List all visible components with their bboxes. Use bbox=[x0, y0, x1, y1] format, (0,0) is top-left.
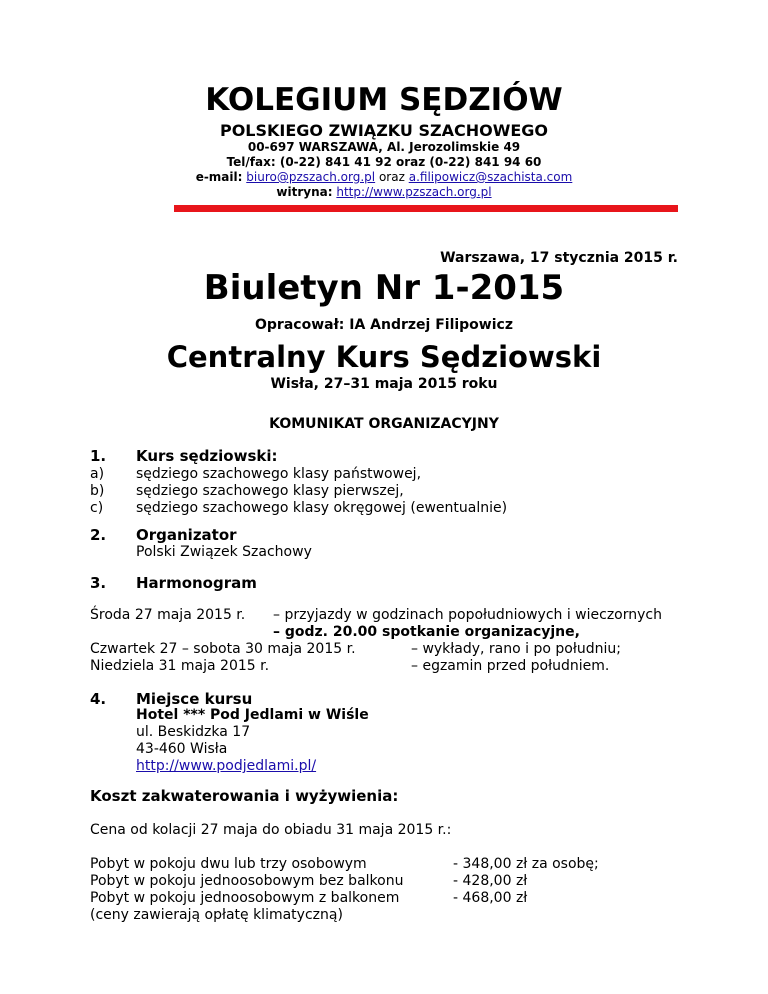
communique-heading: KOMUNIKAT ORGANIZACYJNY bbox=[269, 416, 499, 432]
costs-note: (ceny zawierają opłatę klimatyczną) bbox=[90, 907, 343, 923]
costs-intro: Cena od kolacji 27 maja do obiadu 31 maja 2015 r.: bbox=[90, 822, 452, 838]
cost-row-2-price: - 428,00 zł bbox=[453, 873, 528, 889]
schedule-row3-day: Czwartek 27 – sobota 30 maja 2015 r. bbox=[90, 641, 356, 657]
bulletin-author: Opracował: IA Andrzej Filipowicz bbox=[255, 317, 513, 333]
header-subtitle: POLSKIEGO ZWIĄZKU SZACHOWEGO bbox=[219, 121, 549, 140]
section-1-title: Kurs sędziowski: bbox=[136, 447, 278, 465]
cost-row-1-price: - 348,00 zł za osobę; bbox=[453, 856, 599, 872]
hotel-website-link[interactable]: http://www.podjedlami.pl/ bbox=[136, 758, 317, 774]
header-web-line bbox=[0, 185, 768, 199]
section-1-number: 1. bbox=[90, 447, 107, 465]
organizer-name: Polski Związek Szachowy bbox=[136, 544, 312, 560]
email-link-filipowicz[interactable]: a.filipowicz@szachista.com bbox=[408, 170, 573, 184]
web-link[interactable]: http://www.pzszach.org.pl bbox=[336, 185, 492, 199]
header-red-rule bbox=[174, 205, 678, 212]
date-line: Warszawa, 17 stycznia 2015 r. bbox=[440, 250, 678, 266]
header-title: KOLEGIUM SĘDZIÓW bbox=[205, 82, 563, 118]
list-item-b-marker: b) bbox=[90, 483, 105, 499]
bulletin-title: Biuletyn Nr 1-2015 bbox=[203, 268, 565, 308]
cost-row-2-label: Pobyt w pokoju jednoosobowym bez balkonu bbox=[90, 873, 404, 889]
list-item-b-text: sędziego szachowego klasy pierwszej, bbox=[136, 483, 404, 499]
email-label: e-mail: bbox=[195, 170, 243, 184]
list-item-c-marker: c) bbox=[90, 500, 104, 516]
section-4-title: Miejsce kursu bbox=[136, 690, 253, 708]
hotel-name: Hotel *** Pod Jedlami w Wiśle bbox=[136, 707, 369, 723]
list-item-c-text: sędziego szachowego klasy okręgowej (ewentualnie) bbox=[136, 500, 508, 516]
web-label: witryna: bbox=[276, 185, 333, 199]
schedule-row1-day: Środa 27 maja 2015 r. bbox=[90, 607, 246, 623]
course-place-date: Wisła, 27–31 maja 2015 roku bbox=[270, 376, 498, 392]
hotel-city: 43-460 Wisła bbox=[136, 741, 228, 757]
header-email-line bbox=[0, 170, 768, 184]
cost-row-3-label: Pobyt w pokoju jednoosobowym z balkonem bbox=[90, 890, 400, 906]
cost-row-1-label: Pobyt w pokoju dwu lub trzy osobowym bbox=[90, 856, 367, 872]
hotel-street: ul. Beskidzka 17 bbox=[136, 724, 251, 740]
header-address: 00-697 WARSZAWA, Al. Jerozolimskie 49 bbox=[247, 140, 521, 154]
list-item-a-marker: a) bbox=[90, 466, 105, 482]
section-2-number: 2. bbox=[90, 526, 107, 544]
list-item-a-text: sędziego szachowego klasy państwowej, bbox=[136, 466, 422, 482]
section-3-number: 3. bbox=[90, 574, 107, 592]
header-telfax: Tel/fax: (0-22) 841 41 92 oraz (0-22) 841 94 60 bbox=[226, 155, 542, 169]
schedule-row4-day: Niedziela 31 maja 2015 r. bbox=[90, 658, 270, 674]
section-3-title: Harmonogram bbox=[136, 574, 257, 592]
email-separator: oraz bbox=[378, 170, 405, 184]
schedule-row1-desc: – przyjazdy w godzinach popołudniowych i wieczornych bbox=[273, 607, 662, 623]
costs-title: Koszt zakwaterowania i wyżywienia: bbox=[90, 787, 399, 805]
schedule-row4-desc: – egzamin przed południem. bbox=[411, 658, 610, 674]
section-4-number: 4. bbox=[90, 690, 107, 708]
schedule-row2-desc: – godz. 20.00 spotkanie organizacyjne, bbox=[273, 624, 580, 640]
email-link-biuro[interactable]: biuro@pzszach.org.pl bbox=[246, 170, 376, 184]
course-title: Centralny Kurs Sędziowski bbox=[166, 340, 602, 374]
schedule-row3-desc: – wykłady, rano i po południu; bbox=[411, 641, 621, 657]
section-2-title: Organizator bbox=[136, 526, 237, 544]
cost-row-3-price: - 468,00 zł bbox=[453, 890, 528, 906]
